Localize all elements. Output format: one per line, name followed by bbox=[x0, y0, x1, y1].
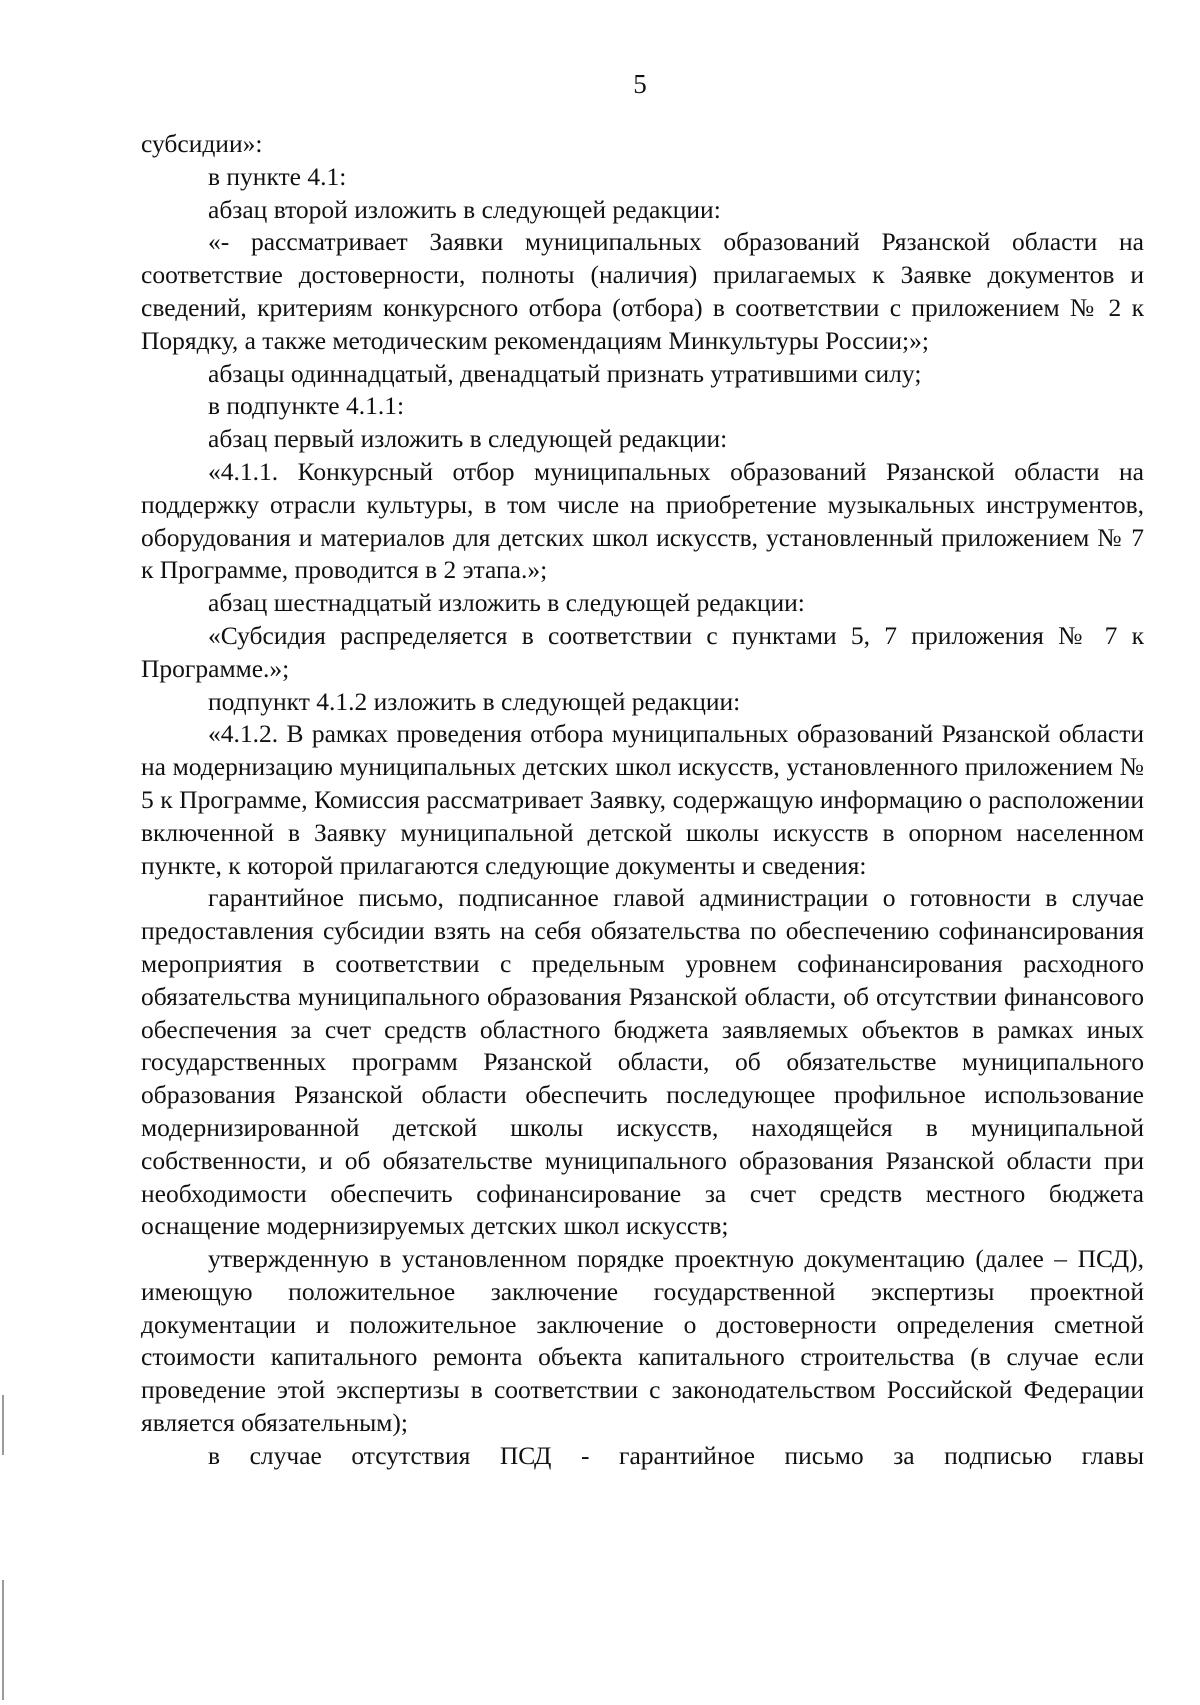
paragraph: «4.1.1. Конкурсный отбор муниципальных образований Рязанской области на поддержку отрасли культуры, в том числе на приобретение музыкальных инструментов, оборудования и материалов для детских школ искусств, установленный приложением № 7 к Программе, проводится в 2 этапа.»; bbox=[141, 456, 1144, 585]
paragraph: абзац второй изложить в следующей редакции: bbox=[208, 194, 721, 224]
paragraph: в случае отсутствия ПСД - гарантийное письмо за подписью главы bbox=[208, 1440, 1144, 1470]
paragraph: гарантийное письмо, подписанное главой администрации о готовности в случае предоставления субсидии взять на себя обязательства по обеспечению софинансирования мероприятия в соответствии с предельным уровнем софинансирования расходного обязательства муниципального образования Рязанской области, об отсутствии финансового обеспечения за счет средств областного бюджета заявляемых объектов в рамках иных государственных программ Рязанской области, об обязательстве муниципального образования Рязанской области обеспечить последующее профильное использование модернизированной детской школы искусств, находящейся в муниципальной собственности, и об обязательстве муниципального образования Рязанской области при необходимости обеспечить софинансирование за счет средств местного бюджета оснащение модернизируемых детских школ искусств; bbox=[141, 883, 1144, 1241]
paragraph: «- рассматривает Заявки муниципальных образований Рязанской области на соответствие достоверности, полноты (наличия) прилагаемых к Заявке документов и сведений, критериям конкурсного отбора (отбора) в соответствии с приложением № 2 к Порядку, а также методическим рекомендациям Минкультуры России;»; bbox=[141, 227, 1144, 355]
paragraph: абзац первый изложить в следующей редакции: bbox=[208, 424, 728, 454]
scan-edge-mark bbox=[2, 1580, 4, 1700]
scan-edge-mark bbox=[2, 1395, 4, 1455]
paragraph: абзац шестнадцатый изложить в следующей редакции: bbox=[208, 588, 805, 618]
paragraph: подпункт 4.1.2 изложить в следующей редакции: bbox=[208, 686, 741, 716]
page-number: 5 bbox=[633, 69, 647, 99]
paragraph: в подпункте 4.1.1: bbox=[208, 391, 405, 421]
paragraph: абзацы одиннадцатый, двенадцатый признать утратившими силу; bbox=[208, 358, 922, 388]
paragraph: «Субсидия распределяется в соответствии с пунктами 5, 7 приложения № 7 к Программе.»; bbox=[141, 620, 1144, 683]
paragraph: «4.1.2. В рамках проведения отбора муниципальных образований Рязанской области на модернизацию муниципальных детских школ искусств, установленного приложением № 5 к Программе, Комиссия рассматривает Заявку, содержащую информацию о расположении включенной в Заявку муниципальной детской школы искусств в опорном населенном пункте, к которой прилагаются следующие документы и сведения: bbox=[141, 719, 1144, 880]
document-body bbox=[141, 128, 1144, 1473]
paragraph: утвержденную в установленном порядке проектную документацию (далее – ПСД), имеющую положительное заключение государственной экспертизы проектной документации и положительное заключение о достоверности определения сметной стоимости капитального ремонта объекта капитального строительства (в случае если проведение этой экспертизы в соответствии с законодательством Российской Федерации является обязательным); bbox=[141, 1244, 1144, 1438]
paragraph: субсидии»: bbox=[141, 129, 263, 158]
paragraph: в пункте 4.1: bbox=[208, 161, 347, 191]
